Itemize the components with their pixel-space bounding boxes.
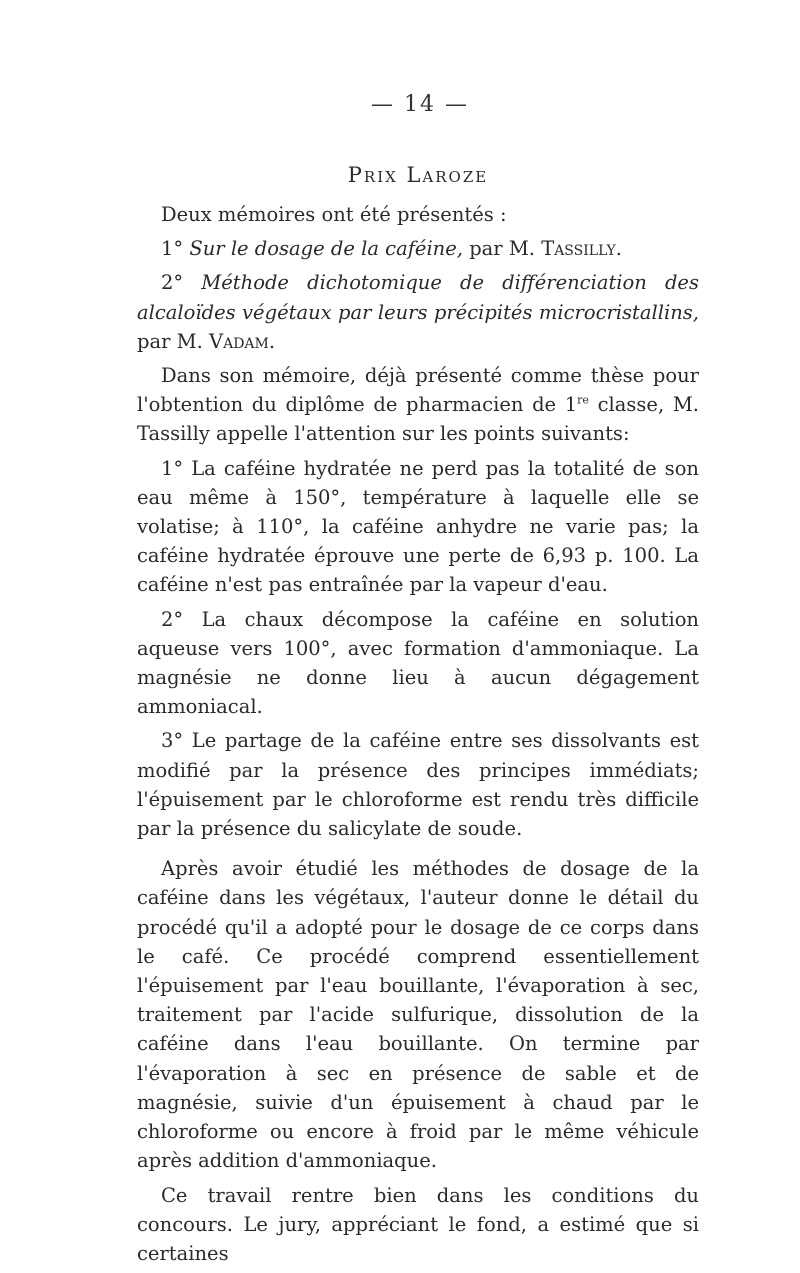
method-paragraph: Après avoir étudié les méthodes de dosage de la caféine dans les végétaux, l'auteur donne le détail du procédé qu'il a adopté pour le dosage de ce corps dans le café. Ce procédé comprend essentiellement l'épuisement par l'eau bouillante, l'évaporation à sec, traitement par l'acide sulfurique, dissolution de la caféine dans l'eau bouillante. On termine par l'évaporation à sec en présence de sable et de magnésie, suivie d'un épuisement à chaud par le chloroforme ou encore à froid par le même véhicule après addition d'ammoniaque.	[137, 857, 699, 1173]
memoir-1-by: par M.	[469, 237, 535, 261]
memoir-1-author: Tassilly.	[541, 237, 622, 261]
memoir-2-entry	[137, 268, 699, 356]
document-body	[137, 200, 699, 1273]
memoir-1-number: 1°	[161, 237, 184, 261]
class-superscript: re	[577, 393, 589, 407]
point-2-paragraph: 2° La chaux décompose la caféine en solution aqueuse vers 100°, avec formation d'ammoniaque. La magnésie ne donne lieu à aucun dégagement ammoniacal.	[137, 607, 699, 719]
thesis-text-end: classe, M. Tassilly appelle l'attention sur les points suivants:	[137, 393, 699, 446]
memoir-2-number: 2°	[161, 271, 184, 295]
jury-paragraph: Ce travail rentre bien dans les conditions du concours. Le jury, appréciant le fond, a estimé que si certaines	[137, 1183, 699, 1265]
section-title: Prix Laroze	[347, 163, 489, 187]
memoir-2-by: par M.	[137, 329, 203, 353]
memoir-2-title: Méthode dichotomique de différenciation des alcaloïdes végétaux par leurs précipités microcristallins,	[137, 271, 699, 324]
intro-paragraph: Deux mémoires ont été présentés :	[161, 203, 507, 226]
thesis-text-start: Dans son mémoire, déjà présenté comme thèse pour l'obtention du diplôme de pharmacien de 1	[137, 364, 699, 417]
page-number: — 14 —	[371, 92, 469, 117]
point-3-paragraph: 3° Le partage de la caféine entre ses dissolvants est modifié par la présence des principes immédiats; l'épuisement par le chloroforme est rendu très difficile par la présence du salicylate de soude.	[137, 729, 699, 841]
memoir-1-title: Sur le dosage de la caféine,	[189, 237, 463, 261]
thesis-paragraph	[137, 361, 699, 449]
memoir-2-author: Vadam.	[209, 329, 276, 353]
memoir-1-entry	[137, 234, 699, 263]
point-1-paragraph: 1° La caféine hydratée ne perd pas la totalité de son eau même à 150°, température à laquelle elle se volatise; à 110°, la caféine anhydre ne varie pas; la caféine hydratée éprouve une perte de 6,93 p. 100. La caféine n'est pas entraînée par la vapeur d'eau.	[137, 456, 699, 597]
